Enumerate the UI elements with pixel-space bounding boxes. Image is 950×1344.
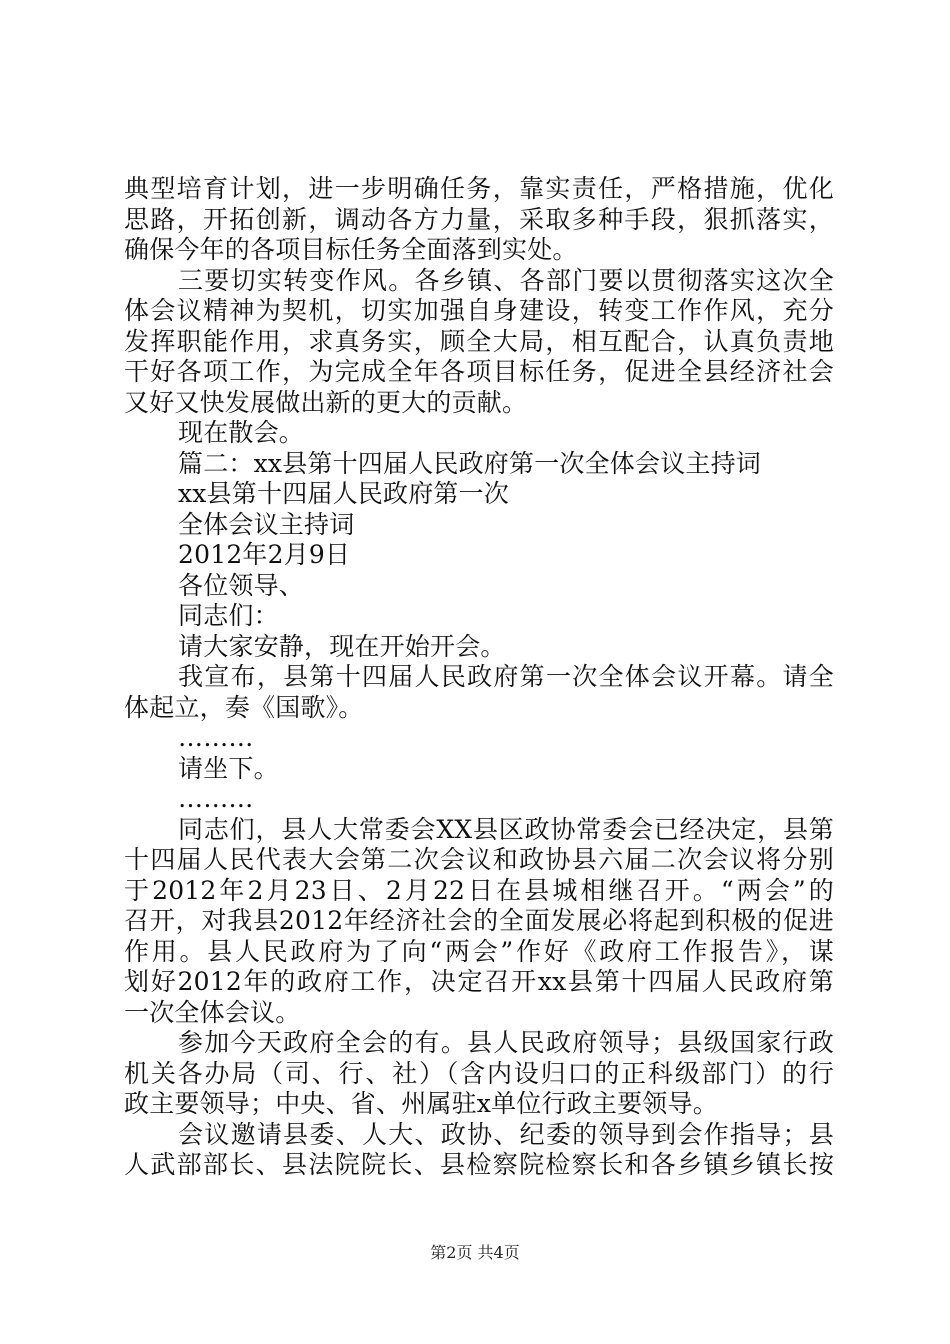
text-line: 机关各办局（司、行、社）（含内设归口的正科级部门）的行 bbox=[124, 1058, 834, 1088]
text-line: ……… bbox=[178, 723, 254, 752]
text-line: 各位领导、 bbox=[178, 570, 305, 600]
text-line: 作用。县人民政府为了向“两会”作好《政府工作报告》，谋 bbox=[124, 936, 834, 966]
text-line: 现在散会。 bbox=[178, 418, 305, 447]
text-line: 同志们，县人大常委会XX县区政协常委会已经决定，县第 bbox=[178, 814, 834, 844]
text-line: 参加今天政府全会的有。县人民政府领导；县级国家行政 bbox=[178, 1028, 834, 1057]
text-line: 十四届人民代表大会第二次会议和政协县六届二次会议将分别 bbox=[124, 845, 834, 874]
text-line: 又好又快发展做出新的更大的贡献。 bbox=[124, 387, 528, 417]
text-line: 典型培育计划，进一步明确任务，靠实责任，严格措施，优化 bbox=[124, 174, 834, 203]
text-line: 体会议精神为契机，切实加强自身建设，转变工作作风，充分 bbox=[124, 296, 834, 325]
text-line: 确保今年的各项目标任务全面落到实处。 bbox=[124, 235, 578, 264]
text-line: 同志们： bbox=[178, 601, 279, 630]
text-line: 请坐下。 bbox=[178, 753, 279, 783]
text-line: 干好各项工作，为完成全年各项目标任务，促进全县经济社会 bbox=[124, 357, 834, 386]
text-line: 一次全体会议。 bbox=[124, 997, 301, 1027]
text-line: 划好2012年的政府工作，决定召开xx县第十四届人民政府第 bbox=[124, 967, 834, 996]
text-line: 人武部部长、县法院院长、县检察院检察长和各乡镇乡镇长按 bbox=[124, 1150, 834, 1179]
text-line: 会议邀请县委、人大、政协、纪委的领导到会作指导；县 bbox=[178, 1119, 834, 1149]
text-line: ……… bbox=[178, 784, 254, 813]
text-line: 体起立，奏《国歌》。 bbox=[124, 692, 364, 722]
text-line: 请大家安静，现在开始开会。 bbox=[178, 631, 506, 661]
text-line: 2012年2月9日 bbox=[178, 540, 351, 569]
text-line: xx县第十四届人民政府第一次 bbox=[178, 479, 509, 508]
document-body bbox=[124, 174, 834, 1181]
page-footer: 第2页 共4页 bbox=[430, 1243, 520, 1262]
text-line: 召开，对我县2012年经济社会的全面发展必将起到积极的促进 bbox=[124, 906, 834, 935]
text-line: 三要切实转变作风。各乡镇、各部门要以贯彻落实这次全 bbox=[178, 265, 834, 295]
text-line: 我宣布，县第十四届人民政府第一次全体会议开幕。请全 bbox=[178, 662, 834, 691]
text-line: 全体会议主持词 bbox=[178, 509, 355, 539]
text-line: 政主要领导；中央、省、州属驻x单位行政主要领导。 bbox=[124, 1089, 718, 1118]
text-line: 篇二：xx县第十四届人民政府第一次全体会议主持词 bbox=[178, 448, 762, 478]
text-line: 于2012年2月23日、2月22日在县城相继召开。“两会”的 bbox=[124, 875, 834, 905]
text-line: 发挥职能作用，求真务实，顾全大局，相互配合，认真负责地 bbox=[124, 326, 834, 356]
text-line: 思路，开拓创新，调动各方力量，采取多种手段，狠抓落实， bbox=[124, 204, 834, 234]
